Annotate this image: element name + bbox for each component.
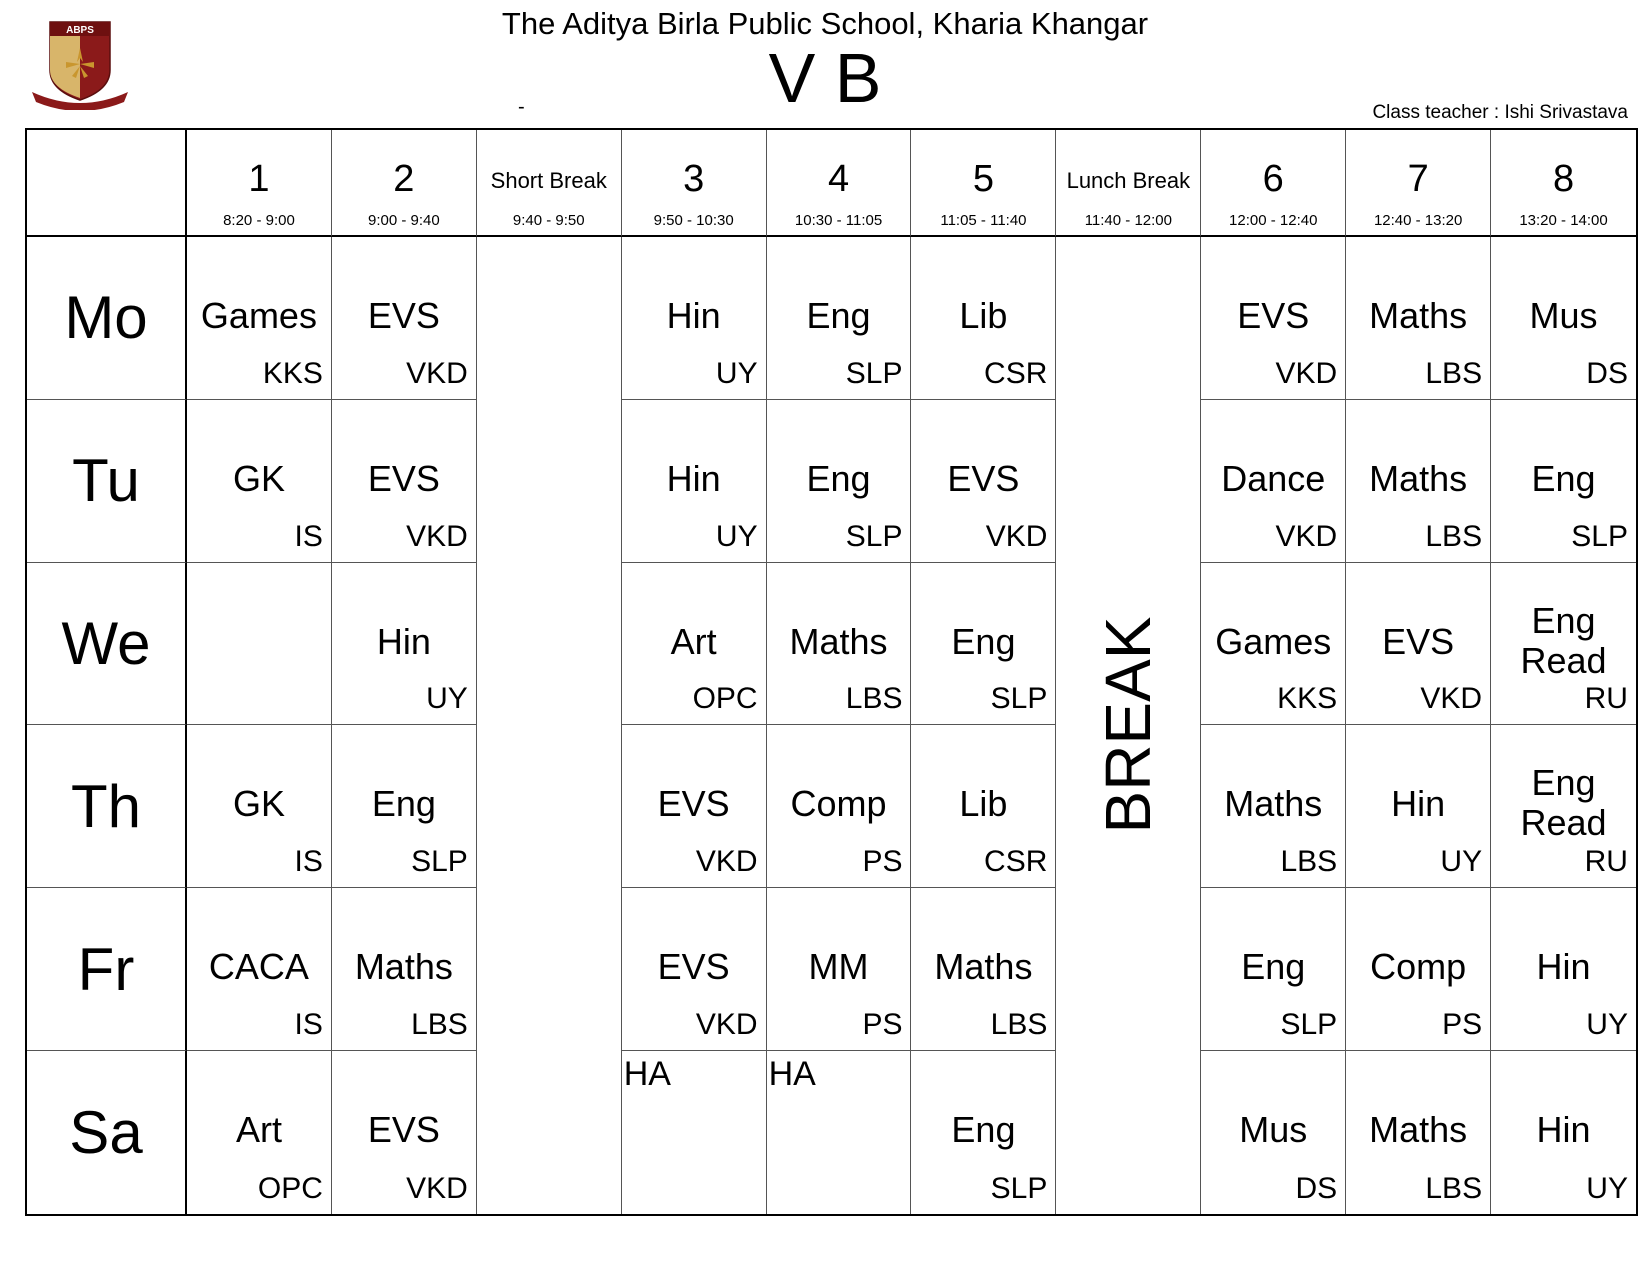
lesson-teacher: DS <box>1586 356 1628 390</box>
lesson-teacher: LBS <box>1425 1171 1483 1205</box>
lesson-teacher: SLP <box>845 519 903 553</box>
period-time: 12:00 - 12:40 <box>1229 212 1318 229</box>
lesson-cell <box>332 725 477 888</box>
lesson-subject: Maths <box>1369 457 1468 499</box>
lesson-cell <box>622 400 767 563</box>
lesson-teacher: LBS <box>411 1008 468 1042</box>
lesson-subject: Art <box>670 620 717 662</box>
period-number: 7 <box>1407 158 1429 200</box>
lesson-teacher: SLP <box>411 845 468 879</box>
lesson-subject: Maths <box>354 946 453 988</box>
period-header <box>1201 130 1346 237</box>
lesson-teacher: CSR <box>984 845 1048 879</box>
lesson-subject: Hin <box>376 620 431 662</box>
lesson-cell <box>911 725 1056 888</box>
lesson-cell <box>911 563 1056 726</box>
lesson-cell <box>767 888 912 1051</box>
day-cell <box>27 888 187 1051</box>
lesson-cell <box>767 725 912 888</box>
lesson-teacher: SLP <box>845 356 903 390</box>
lesson-teacher: VKD <box>1275 356 1338 390</box>
lesson-teacher: KKS <box>1277 682 1338 716</box>
lesson-cell <box>622 888 767 1051</box>
lesson-subject: Maths <box>1224 783 1323 825</box>
lesson-subject: EVS <box>367 1109 440 1151</box>
day-label: Mo <box>64 284 148 352</box>
period-time: 11:05 - 11:40 <box>940 212 1027 229</box>
break-label: Lunch Break <box>1066 168 1191 193</box>
lesson-subject: EVS <box>657 946 730 988</box>
period-number: 6 <box>1262 158 1284 200</box>
lesson-teacher: VKD <box>1275 519 1338 553</box>
day-label: Th <box>70 772 142 840</box>
lesson-cell <box>622 237 767 400</box>
break-header <box>477 130 622 237</box>
lesson-cell <box>1201 237 1346 400</box>
lesson-teacher: DS <box>1295 1171 1338 1205</box>
lesson-teacher: VKD <box>985 519 1048 553</box>
period-number: 3 <box>683 158 705 200</box>
lesson-teacher: LBS <box>1425 356 1483 390</box>
lesson-teacher: UY <box>426 682 468 716</box>
period-time: 9:50 - 10:30 <box>653 212 734 229</box>
lesson-subject: EVS <box>1237 295 1310 336</box>
lesson-teacher: PS <box>862 845 903 879</box>
lesson-teacher: VKD <box>406 519 468 553</box>
lesson-cell <box>767 1051 912 1214</box>
day-label: We <box>61 610 151 678</box>
period-header <box>1491 130 1636 237</box>
lesson-subject: Eng <box>1531 457 1596 499</box>
lesson-cell <box>332 563 477 726</box>
day-cell <box>27 237 187 400</box>
period-time: 10:30 - 11:05 <box>794 212 883 229</box>
corner-cell <box>27 130 187 237</box>
period-header <box>187 130 332 237</box>
class-title: V B <box>768 39 882 117</box>
lesson-teacher: SLP <box>990 682 1048 716</box>
class-teacher: Class teacher : Ishi Srivastava <box>1372 102 1628 123</box>
lesson-teacher: UY <box>715 519 758 553</box>
lesson-subject: Hin <box>1536 1109 1591 1151</box>
lesson-subject: Dance <box>1221 457 1326 499</box>
lesson-subject: EVS <box>1382 620 1455 662</box>
day-cell <box>27 400 187 563</box>
lesson-cell <box>187 563 332 726</box>
lesson-subject: Maths <box>789 620 888 662</box>
break-column <box>1056 237 1201 1214</box>
lesson-cell <box>1201 563 1346 726</box>
period-time: 11:40 - 12:00 <box>1084 212 1172 229</box>
lesson-teacher: CSR <box>984 356 1048 390</box>
break-label: Short Break <box>490 168 607 193</box>
lesson-cell <box>911 237 1056 400</box>
period-time: 13:20 - 14:00 <box>1519 212 1608 229</box>
day-label: Sa <box>69 1099 143 1167</box>
lesson-teacher: RU <box>1584 845 1628 879</box>
lesson-subject: Lib <box>959 783 1008 825</box>
lesson-cell <box>1201 400 1346 563</box>
lesson-subject: EVS <box>367 295 440 336</box>
period-header <box>911 130 1056 237</box>
lesson-subject: Maths <box>1369 1109 1468 1151</box>
lesson-subject: Maths <box>934 946 1033 988</box>
lesson-cell <box>1346 1051 1491 1214</box>
dash-mark: - <box>518 96 525 118</box>
lesson-subject: Hin <box>1391 783 1446 825</box>
break-text: BREAK <box>1092 617 1165 834</box>
lesson-subject: Eng <box>1241 946 1306 988</box>
lesson-cell <box>622 725 767 888</box>
lesson-cell <box>187 1051 332 1214</box>
period-header <box>622 130 767 237</box>
lesson-teacher: IS <box>294 1008 323 1042</box>
lesson-subject: Maths <box>1369 295 1468 336</box>
lesson-subject: Eng Read <box>1520 762 1607 844</box>
lesson-cell <box>1346 725 1491 888</box>
lesson-cell <box>332 400 477 563</box>
lesson-cell <box>911 1051 1056 1214</box>
day-cell <box>27 563 187 726</box>
lesson-cell <box>767 400 912 563</box>
period-number: 4 <box>827 158 850 200</box>
period-time: 8:20 - 9:00 <box>223 212 295 229</box>
lesson-cell <box>1491 237 1636 400</box>
lesson-cell <box>187 237 332 400</box>
period-header <box>767 130 912 237</box>
lesson-cell <box>1346 237 1491 400</box>
lesson-cell <box>1346 400 1491 563</box>
lesson-subject: Comp <box>1370 946 1467 988</box>
period-number: 1 <box>248 158 270 200</box>
day-label: Fr <box>77 935 135 1003</box>
period-time: 9:00 - 9:40 <box>367 212 440 229</box>
lesson-subject: EVS <box>947 457 1020 499</box>
break-header <box>1056 130 1201 237</box>
period-number: 5 <box>972 158 994 200</box>
lesson-subject: Eng <box>806 457 871 499</box>
period-time: 9:40 - 9:50 <box>512 212 585 229</box>
lesson-teacher: LBS <box>990 1008 1048 1042</box>
lesson-subject: Mus <box>1239 1109 1308 1151</box>
lesson-cell <box>1201 888 1346 1051</box>
lesson-note: HA <box>623 1055 671 1094</box>
day-cell <box>27 725 187 888</box>
period-time: 12:40 - 13:20 <box>1373 212 1463 229</box>
lesson-subject: Hin <box>666 295 721 336</box>
svg-text:ABPS: ABPS <box>66 25 94 36</box>
period-number: 2 <box>393 158 415 200</box>
lesson-subject: EVS <box>657 783 730 825</box>
lesson-subject: Hin <box>666 457 721 499</box>
lesson-cell <box>1491 725 1636 888</box>
lesson-teacher: UY <box>1586 1171 1628 1205</box>
lesson-teacher: LBS <box>1280 845 1338 879</box>
lesson-teacher: PS <box>862 1008 903 1042</box>
lesson-teacher: RU <box>1584 682 1628 716</box>
lesson-cell <box>767 563 912 726</box>
lesson-cell <box>911 400 1056 563</box>
lesson-cell <box>187 725 332 888</box>
lesson-teacher: LBS <box>1425 519 1483 553</box>
lesson-cell <box>1201 1051 1346 1214</box>
lesson-teacher: OPC <box>257 1171 323 1205</box>
day-label: Tu <box>72 447 140 515</box>
lesson-teacher: OPC <box>692 682 758 716</box>
lesson-cell <box>1346 888 1491 1051</box>
lesson-cell <box>622 1051 767 1214</box>
lesson-subject: GK <box>232 457 285 499</box>
lesson-teacher: IS <box>294 845 323 879</box>
lesson-teacher: VKD <box>406 356 468 390</box>
lesson-cell <box>332 237 477 400</box>
lesson-cell <box>332 1051 477 1214</box>
lesson-cell <box>187 400 332 563</box>
lesson-subject: Eng <box>806 295 871 336</box>
lesson-cell <box>767 237 912 400</box>
timetable-grid <box>25 128 1638 1216</box>
lesson-subject: Lib <box>959 295 1008 336</box>
lesson-teacher: VKD <box>695 1008 758 1042</box>
period-number: 8 <box>1552 158 1575 200</box>
lesson-subject: Art <box>235 1109 282 1151</box>
lesson-subject: Games <box>200 295 317 336</box>
lesson-teacher: SLP <box>1280 1008 1338 1042</box>
lesson-teacher: UY <box>1440 845 1483 879</box>
lesson-cell <box>1491 888 1636 1051</box>
lesson-teacher: KKS <box>262 356 323 390</box>
lesson-teacher: SLP <box>990 1171 1048 1205</box>
lesson-subject: Games <box>1215 620 1332 662</box>
lesson-subject: Eng <box>371 783 436 825</box>
lesson-teacher: VKD <box>1420 682 1483 716</box>
lesson-teacher: VKD <box>695 845 758 879</box>
lesson-teacher: PS <box>1442 1008 1483 1042</box>
lesson-cell <box>911 888 1056 1051</box>
lesson-cell <box>1491 563 1636 726</box>
lesson-teacher: IS <box>294 519 323 553</box>
lesson-subject: MM <box>808 946 869 988</box>
lesson-teacher: LBS <box>845 682 903 716</box>
lesson-subject: CACA <box>208 946 309 988</box>
school-name: The Aditya Birla Public School, Kharia Khangar <box>501 6 1149 41</box>
lesson-teacher: VKD <box>406 1171 468 1205</box>
period-header <box>1346 130 1491 237</box>
period-header <box>332 130 477 237</box>
lesson-subject: Hin <box>1536 946 1591 988</box>
lesson-note: HA <box>768 1055 816 1094</box>
lesson-subject: Mus <box>1529 295 1598 336</box>
lesson-subject: GK <box>232 783 285 825</box>
day-cell <box>27 1051 187 1214</box>
lesson-subject: Eng Read <box>1520 599 1607 681</box>
lesson-cell <box>1491 1051 1636 1214</box>
lesson-cell <box>332 888 477 1051</box>
lesson-cell <box>187 888 332 1051</box>
lesson-subject: EVS <box>367 457 440 499</box>
lesson-teacher: UY <box>715 356 758 390</box>
lesson-cell <box>1201 725 1346 888</box>
lesson-teacher: UY <box>1586 1008 1628 1042</box>
lesson-cell <box>622 563 767 726</box>
lesson-subject: Eng <box>951 620 1016 662</box>
lesson-subject: Comp <box>790 783 887 825</box>
lesson-cell <box>1346 563 1491 726</box>
break-column <box>477 237 622 1214</box>
lesson-subject: Eng <box>951 1109 1016 1151</box>
lesson-teacher: SLP <box>1571 519 1628 553</box>
lesson-cell <box>1491 400 1636 563</box>
